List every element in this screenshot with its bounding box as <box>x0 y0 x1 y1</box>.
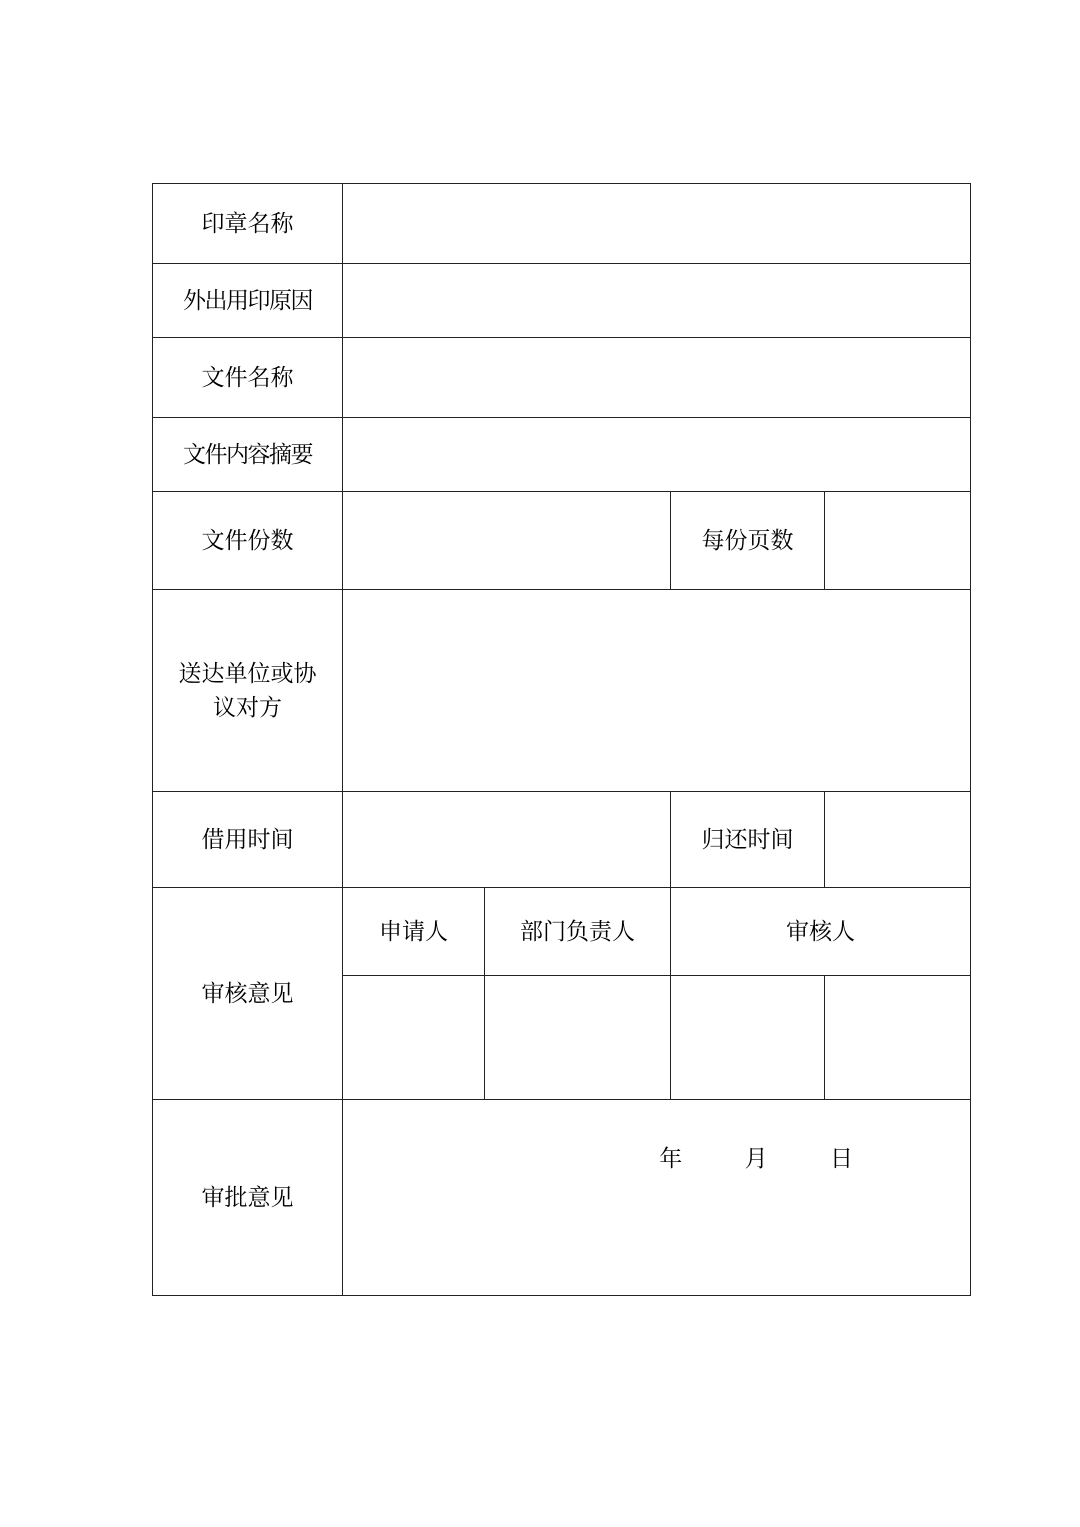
borrow-time-value[interactable] <box>343 792 671 888</box>
copies-value[interactable] <box>343 492 671 590</box>
file-digest-label: 文件内容摘要 <box>153 418 343 492</box>
borrow-time-label: 借用时间 <box>153 792 343 888</box>
table-row <box>153 1100 971 1296</box>
seal-usage-application-form <box>152 183 971 1296</box>
seal-name-label: 印章名称 <box>153 184 343 264</box>
table-row <box>153 418 971 492</box>
approval-opinion-value[interactable] <box>343 1100 971 1296</box>
department-head-label: 部门负责人 <box>485 888 671 976</box>
table-row <box>153 184 971 264</box>
reason-label: 外出用印原因 <box>153 264 343 338</box>
approval-opinion-label: 审批意见 <box>153 1100 343 1296</box>
recipient-label-line2: 议对方 <box>213 693 282 720</box>
return-time-value[interactable] <box>825 792 971 888</box>
table-row <box>153 590 971 792</box>
recipient-value[interactable] <box>343 590 971 792</box>
review-opinion-label: 审核意见 <box>153 888 343 1100</box>
seal-name-value[interactable] <box>343 184 971 264</box>
return-time-label: 归还时间 <box>671 792 825 888</box>
table-row <box>153 888 971 976</box>
reviewer-value-2[interactable] <box>825 976 971 1100</box>
table-row <box>153 338 971 418</box>
reason-value[interactable] <box>343 264 971 338</box>
applicant-label: 申请人 <box>343 888 485 976</box>
reviewer-value-1[interactable] <box>671 976 825 1100</box>
department-head-value[interactable] <box>485 976 671 1100</box>
pages-value[interactable] <box>825 492 971 590</box>
table-row <box>153 492 971 590</box>
table-row <box>153 264 971 338</box>
recipient-label <box>153 590 343 792</box>
table-row <box>153 792 971 888</box>
file-name-value[interactable] <box>343 338 971 418</box>
date-line <box>659 1142 854 1175</box>
reviewer-label: 审核人 <box>671 888 971 976</box>
file-name-label: 文件名称 <box>153 338 343 418</box>
pages-label: 每份页数 <box>671 492 825 590</box>
date-month-label: 月 <box>744 1145 769 1172</box>
applicant-value[interactable] <box>343 976 485 1100</box>
date-year-label: 年 <box>659 1145 684 1172</box>
file-digest-value[interactable] <box>343 418 971 492</box>
date-day-label: 日 <box>830 1145 854 1172</box>
recipient-label-line1: 送达单位或协 <box>178 660 317 687</box>
copies-label: 文件份数 <box>153 492 343 590</box>
